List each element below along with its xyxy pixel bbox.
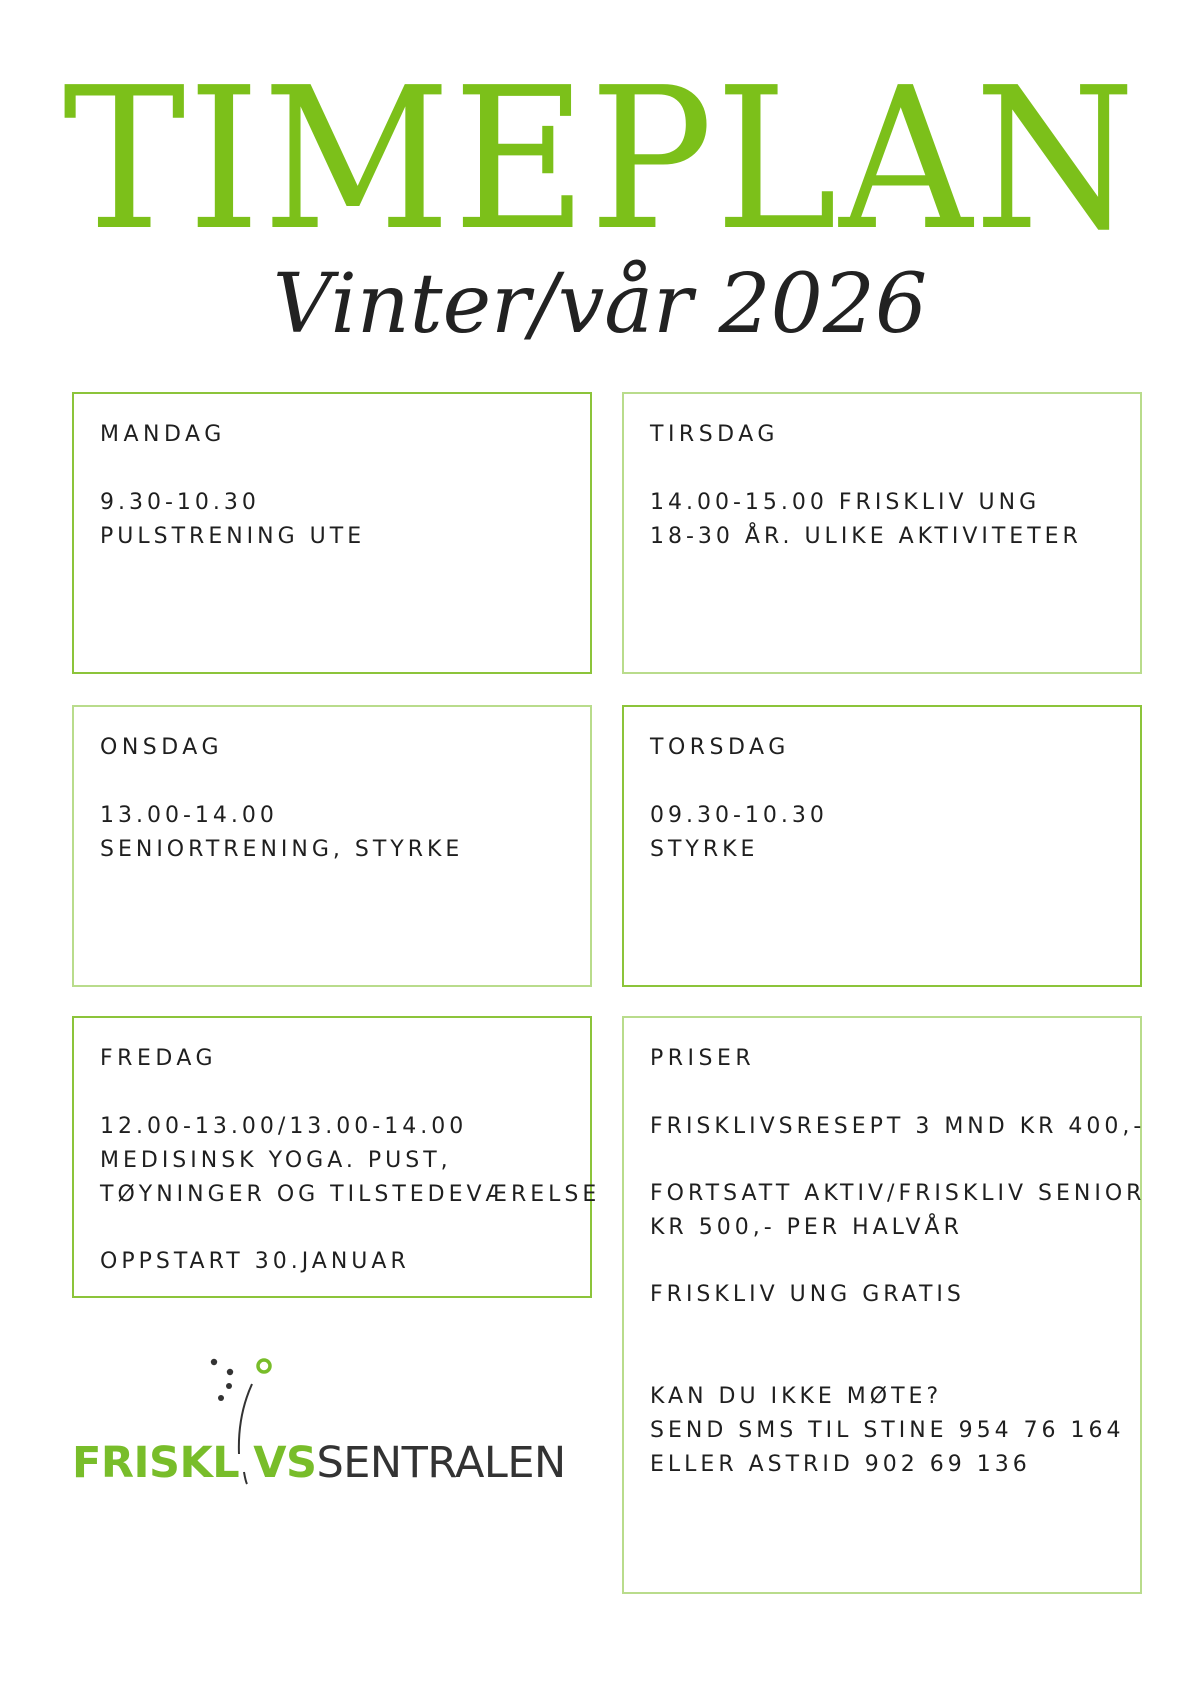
session-line: 18-30 ÅR. ULIKE AKTIVITETER	[650, 524, 1082, 549]
prices-label: PRISER	[650, 1046, 756, 1071]
session-activity: SENIORTRENING, STYRKE	[100, 837, 464, 862]
contact-line: SEND SMS TIL STINE 954 76 164	[650, 1418, 1125, 1443]
start-date: OPPSTART 30.JANUAR	[100, 1249, 410, 1274]
schedule-box-torsdag	[622, 705, 1142, 987]
day-label: TIRSDAG	[650, 422, 779, 447]
spacer	[100, 1212, 564, 1245]
prices-box	[622, 1016, 1146, 1594]
session-activity: PULSTRENING UTE	[100, 524, 366, 549]
price-senior: KR 500,- PER HALVÅR	[650, 1215, 963, 1240]
schedule-box-mandag	[72, 392, 592, 674]
day-label: TORSDAG	[650, 735, 790, 760]
page-title: TIMEPLAN	[62, 46, 1138, 274]
session-time: 09.30-10.30	[650, 803, 828, 828]
schedule-box-tirsdag	[622, 392, 1142, 674]
price-senior: FORTSATT AKTIV/FRISKLIV SENIOR	[650, 1181, 1146, 1206]
session-activity: STYRKE	[650, 837, 759, 862]
spacer	[650, 1144, 1114, 1177]
logo-text-part2: VS	[253, 1438, 317, 1488]
logo-wordmark	[72, 1438, 566, 1488]
session-activity: MEDISINSK YOGA. PUST,	[100, 1148, 452, 1173]
session-time: 9.30-10.30	[100, 490, 260, 515]
day-label: FREDAG	[100, 1046, 218, 1071]
price-resept: FRISKLIVSRESEPT 3 MND KR 400,-	[650, 1114, 1146, 1139]
logo-text-part3: SENTRALEN	[316, 1438, 566, 1488]
session-line: 14.00-15.00 FRISKLIV UNG	[650, 490, 1041, 515]
day-label: ONSDAG	[100, 735, 224, 760]
frisklivssentralen-logo	[70, 1346, 590, 1496]
contact-line: ELLER ASTRID 902 69 136	[650, 1452, 1031, 1477]
logo-text-part1: FRISKL	[72, 1438, 240, 1488]
day-label: MANDAG	[100, 422, 226, 447]
spacer	[650, 1312, 1114, 1380]
schedule-box-onsdag	[72, 705, 592, 987]
session-activity: TØYNINGER OG TILSTEDEVÆRELSE	[100, 1182, 601, 1207]
contact-line: KAN DU IKKE MØTE?	[650, 1384, 943, 1409]
schedule-box-fredag	[72, 1016, 601, 1298]
price-ung: FRISKLIV UNG GRATIS	[650, 1282, 965, 1307]
page-subtitle: Vinter/vår 2026	[272, 257, 928, 352]
session-time: 12.00-13.00/13.00-14.00	[100, 1114, 468, 1139]
spacer	[650, 1245, 1114, 1278]
session-time: 13.00-14.00	[100, 803, 278, 828]
